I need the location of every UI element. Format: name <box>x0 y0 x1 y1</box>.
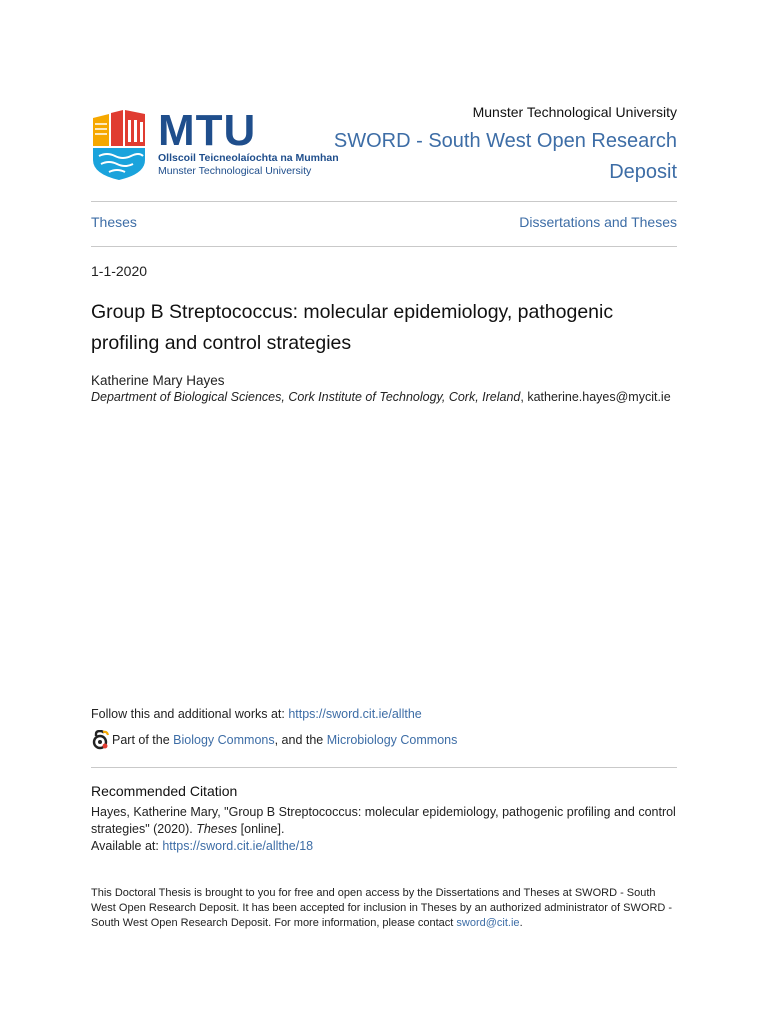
recommended-citation-heading: Recommended Citation <box>91 783 238 799</box>
logo-abbrev: MTU <box>158 106 257 155</box>
author-name: Katherine Mary Hayes <box>91 373 225 388</box>
follow-link[interactable]: https://sword.cit.ie/allthe <box>288 707 422 721</box>
citation-text: Hayes, Katherine Mary, "Group B Streptococcus: molecular epidemiology, pathogenic profiling and control strategies" (2020). <box>91 805 676 836</box>
thesis-title: Group B Streptococcus: molecular epidemiology, pathogenic profiling and control strategies <box>91 301 614 354</box>
part-of-line <box>91 730 457 750</box>
footer-notice <box>91 886 681 931</box>
follow-prefix: Follow this and additional works at: <box>91 707 289 721</box>
available-link[interactable]: https://sword.cit.ie/allthe/18 <box>162 839 314 853</box>
dissertations-link[interactable]: Dissertations and Theses <box>519 214 677 230</box>
citation-series: Theses <box>196 822 238 836</box>
author-affiliation: Department of Biological Sciences, Cork Institute of Technology, Cork, Ireland, katherine.hayes@mycit.ie <box>91 390 671 404</box>
follow-line <box>91 707 422 721</box>
logo-irish-name: Ollscoil Teicneolaíochta na Mumhan <box>158 152 339 164</box>
footer-text: This Doctoral Thesis is brought to you for free and open access by the Dissertations and Theses at SWORD - South West Open Research Deposit. It has been accepted for inclusion in Theses by an authorized administrator of SWORD - South West Open Research Deposit. For more information, please contact <box>91 887 673 929</box>
microbiology-commons-link[interactable]: Microbiology Commons <box>326 733 458 747</box>
institution-name: Munster Technological University <box>472 104 677 120</box>
partof-middle: , and the <box>274 733 324 747</box>
theses-link[interactable]: Theses <box>91 214 137 230</box>
biology-commons-link[interactable]: Biology Commons <box>173 733 275 747</box>
mtu-crest-icon <box>91 110 147 180</box>
mtu-logo <box>91 106 339 182</box>
open-access-icon <box>91 730 109 750</box>
partof-prefix: Part of the <box>112 733 170 747</box>
available-prefix: Available at: <box>91 839 163 853</box>
affiliation-text: Department of Biological Sciences, Cork Institute of Technology, Cork, Ireland <box>91 390 521 404</box>
author-email: katherine.hayes@mycit.ie <box>527 390 671 404</box>
contact-email-link[interactable]: sword@cit.ie <box>456 917 520 929</box>
footer-end: . <box>519 917 523 929</box>
citation-suffix: [online]. <box>237 822 285 836</box>
logo-english-name: Munster Technological University <box>158 165 312 177</box>
divider-nav <box>91 246 677 247</box>
repository-link[interactable]: SWORD - South West Open Research Deposit <box>333 130 677 183</box>
divider-top <box>91 201 677 202</box>
publication-date: 1-1-2020 <box>91 263 148 279</box>
divider-citation <box>91 767 677 768</box>
citation-block <box>91 804 691 855</box>
